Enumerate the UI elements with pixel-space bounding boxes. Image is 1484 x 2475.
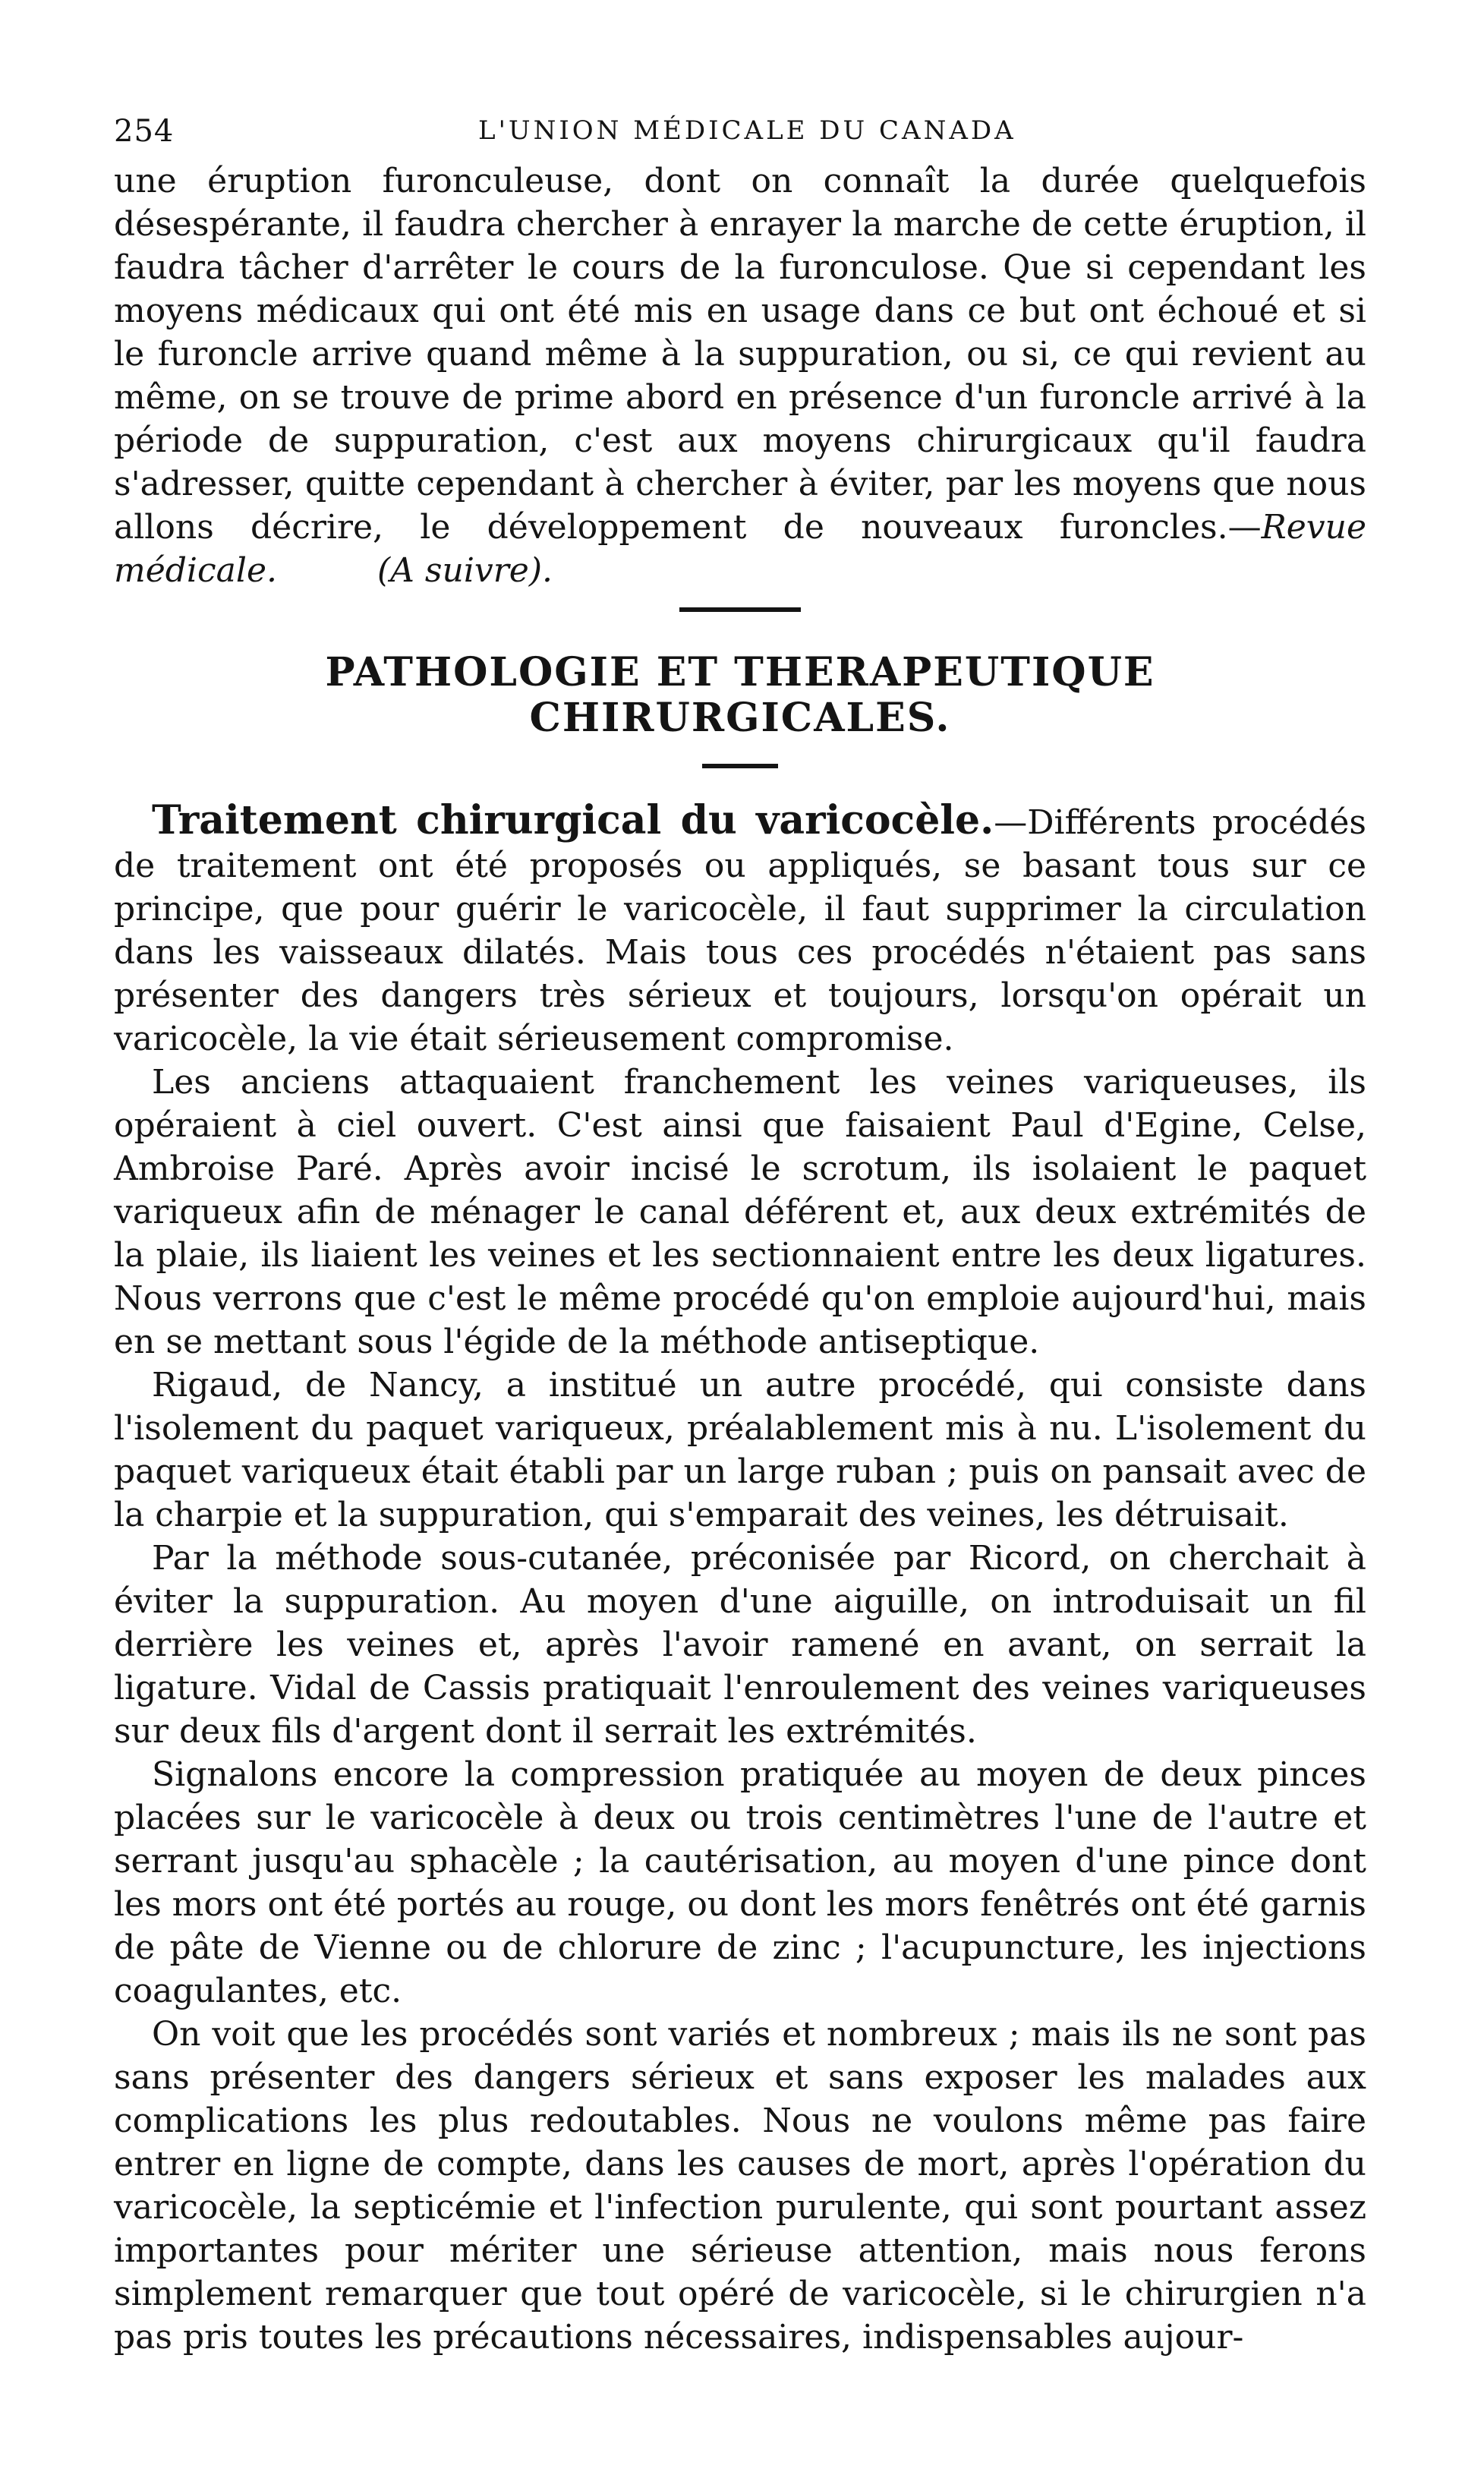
article-paragraph — [114, 799, 1366, 1061]
article-paragraph: Signalons encore la compression pratiquée au moyen de deux pinces placées sur le varicocèle à deux ou trois centimètres l'une de l'autre et serrant jusqu'au sphacèle ; la cautérisation, au moyen d'une pince dont les mors ont été portés au rouge, ou dont les mors fenêtrés ont été garnis de pâte de Vienne ou de chlorure de zinc ; l'acupuncture, les injections coagulantes, etc. — [114, 1755, 1366, 2010]
section-heading: PATHOLOGIE ET THERAPEUTIQUE CHIRURGICALES. — [325, 649, 1155, 741]
document-page — [114, 99, 1366, 2359]
article-paragraph: Rigaud, de Nancy, a institué un autre procédé, qui consiste dans l'isolement du paquet variqueux, préalablement mis à nu. L'isolement du paquet variqueux était établi par un large ruban ; puis on pansait avec de la charpie et la suppuration, qui s'emparait des veines, les détruisait. — [114, 1366, 1366, 1534]
to-follow-note: (A suivre). — [377, 551, 553, 590]
article-title: Traitement chirurgical du varicocèle. — [152, 797, 994, 843]
page-number: 254 — [114, 114, 175, 149]
article-paragraph: On voit que les procédés sont variés et nombreux ; mais ils ne sont pas sans présenter des dangers sérieux et sans exposer les malades aux complications les plus redoutables. Nous ne voulons même pas faire entrer en ligne de compte, dans les causes de mort, après l'opération du varicocèle, la septicémie et l'infection purulente, qui sont pourtant assez importantes pour mériter une sérieuse attention, mais nous ferons simplement remarquer que tout opéré de varicocèle, si le chirurgien n'a pas pris toutes les précautions nécessaires, indispensables aujour- — [114, 2015, 1366, 2357]
continuation-text: une éruption furonculeuse, dont on connaît la durée quelquefois désespérante, il faudra chercher à enrayer la marche de cette éruption, il faudra tâcher d'arrêter le cours de la furonculose. Que si cependant les moyens médicaux qui ont été mis en usage dans ce but ont échoué et si le furoncle arrive quand même à la suppuration, ou si, ce qui revient au même, on se trouve de prime abord en présence d'un furoncle arrivé à la période de suppuration, c'est aux moyens chirurgicaux qu'il faudra s'adresser, quitte cependant à chercher à éviter, par les moyens que nous allons décrire, le développement de nouveaux furoncles.— — [114, 162, 1366, 547]
body-text — [114, 159, 1366, 2359]
continuation-paragraph — [114, 159, 1366, 592]
source-citation: Revue médicale. — [114, 508, 1366, 590]
article-paragraph: Les anciens attaquaient franchement les veines variqueuses, ils opéraient à ciel ouvert. C'est ainsi que faisaient Paul d'Egine, Celse, Ambroise Paré. Après avoir incisé le scrotum, ils isolaient le paquet variqueux afin de ménager le canal déférent et, aux deux extrémités de la plaie, ils liaient les veines et les sectionnaient entre les deux ligatures. Nous verrons que c'est le même procédé qu'on emploie aujourd'hui, mais en se mettant sous l'égide de la méthode antiseptique. — [114, 1063, 1366, 1361]
running-head — [114, 99, 1366, 159]
journal-title: L'UNION MÉDICALE DU CANADA — [478, 115, 1016, 146]
article-paragraph-text: —Différents procédés de traitement ont été proposés ou appliqués, se basant tous sur ce principe, que pour guérir le varicocèle, il faut supprimer la circulation dans les vaisseaux dilatés. Mais tous ces procédés n'étaient pas sans présenter des dangers très sérieux et toujours, lorsqu'on opérait un varicocèle, la vie était sérieusement compromise. — [114, 803, 1366, 1058]
article-paragraph: Par la méthode sous-cutanée, préconisée par Ricord, on cherchait à éviter la suppuration. Au moyen d'une aiguille, on introduisait un fil derrière les veines et, après l'avoir ramené en avant, on serrait la ligature. Vidal de Cassis pratiquait l'enroulement des veines variqueuses sur deux fils d'argent dont il serrait les extrémités. — [114, 1539, 1366, 1751]
section-divider — [679, 607, 801, 612]
heading-divider — [702, 764, 778, 768]
article — [114, 799, 1366, 2359]
